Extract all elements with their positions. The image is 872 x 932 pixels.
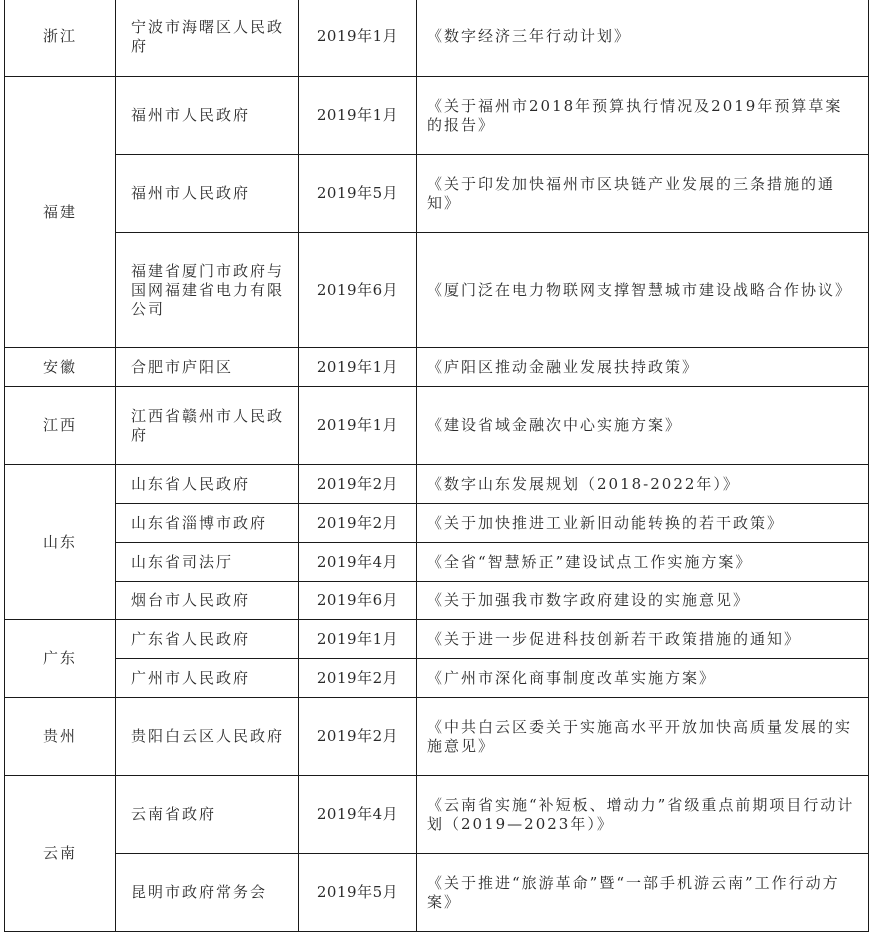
table-row xyxy=(5,387,869,465)
document-title-cell: 《关于推进“旅游革命”暨“一部手机游云南”工作行动方案》 xyxy=(417,854,869,932)
document-title-cell: 《广州市深化商事制度改革实施方案》 xyxy=(417,659,869,698)
table-row xyxy=(5,0,869,77)
agency-cell: 广州市人民政府 xyxy=(116,659,299,698)
document-title-cell: 《建设省域金融次中心实施方案》 xyxy=(417,387,869,465)
document-title-cell: 《庐阳区推动金融业发展扶持政策》 xyxy=(417,348,869,387)
document-title-cell: 《关于福州市2018年预算执行情况及2019年预算草案的报告》 xyxy=(417,77,869,155)
agency-cell: 合肥市庐阳区 xyxy=(116,348,299,387)
province-cell: 山东 xyxy=(5,465,116,620)
table-row xyxy=(5,504,869,543)
date-cell: 2019年1月 xyxy=(299,620,417,659)
date-cell: 2019年4月 xyxy=(299,776,417,854)
table-row xyxy=(5,854,869,932)
document-title-cell: 《厦门泛在电力物联网支撑智慧城市建设战略合作协议》 xyxy=(417,233,869,348)
agency-cell: 山东省淄博市政府 xyxy=(116,504,299,543)
agency-cell: 云南省政府 xyxy=(116,776,299,854)
agency-cell: 山东省司法厅 xyxy=(116,543,299,582)
document-title-cell: 《数字经济三年行动计划》 xyxy=(417,0,869,77)
table-row xyxy=(5,620,869,659)
agency-cell: 贵阳白云区人民政府 xyxy=(116,698,299,776)
date-cell: 2019年2月 xyxy=(299,465,417,504)
table-row xyxy=(5,155,869,233)
agency-cell: 江西省赣州市人民政府 xyxy=(116,387,299,465)
agency-cell: 宁波市海曙区人民政府 xyxy=(116,0,299,77)
province-cell: 浙江 xyxy=(5,0,116,77)
agency-cell: 昆明市政府常务会 xyxy=(116,854,299,932)
date-cell: 2019年2月 xyxy=(299,698,417,776)
document-title-cell: 《数字山东发展规划（2018-2022年）》 xyxy=(417,465,869,504)
date-cell: 2019年1月 xyxy=(299,77,417,155)
province-cell: 福建 xyxy=(5,77,116,348)
document-title-cell: 《全省“智慧矫正”建设试点工作实施方案》 xyxy=(417,543,869,582)
table-row xyxy=(5,659,869,698)
date-cell: 2019年4月 xyxy=(299,543,417,582)
table-row xyxy=(5,233,869,348)
document-title-cell: 《云南省实施“补短板、增动力”省级重点前期项目行动计划（2019—2023年）》 xyxy=(417,776,869,854)
agency-cell: 福州市人民政府 xyxy=(116,77,299,155)
document-title-cell: 《中共白云区委关于实施高水平开放加快高质量发展的实施意见》 xyxy=(417,698,869,776)
agency-cell: 山东省人民政府 xyxy=(116,465,299,504)
table-row xyxy=(5,77,869,155)
province-cell: 安徽 xyxy=(5,348,116,387)
date-cell: 2019年2月 xyxy=(299,659,417,698)
province-cell: 云南 xyxy=(5,776,116,932)
date-cell: 2019年6月 xyxy=(299,233,417,348)
date-cell: 2019年6月 xyxy=(299,582,417,620)
date-cell: 2019年1月 xyxy=(299,348,417,387)
document-title-cell: 《关于加强我市数字政府建设的实施意见》 xyxy=(417,582,869,620)
table-row xyxy=(5,543,869,582)
document-title-cell: 《关于加快推进工业新旧动能转换的若干政策》 xyxy=(417,504,869,543)
table-row xyxy=(5,348,869,387)
table-row xyxy=(5,465,869,504)
province-cell: 江西 xyxy=(5,387,116,465)
agency-cell: 福州市人民政府 xyxy=(116,155,299,233)
agency-cell: 烟台市人民政府 xyxy=(116,582,299,620)
agency-cell: 广东省人民政府 xyxy=(116,620,299,659)
policy-table-body xyxy=(5,0,869,932)
date-cell: 2019年2月 xyxy=(299,504,417,543)
policy-table xyxy=(4,0,869,932)
province-cell: 贵州 xyxy=(5,698,116,776)
province-cell: 广东 xyxy=(5,620,116,698)
agency-cell: 福建省厦门市政府与国网福建省电力有限公司 xyxy=(116,233,299,348)
table-row xyxy=(5,582,869,620)
date-cell: 2019年1月 xyxy=(299,0,417,77)
document-title-cell: 《关于进一步促进科技创新若干政策措施的通知》 xyxy=(417,620,869,659)
date-cell: 2019年5月 xyxy=(299,155,417,233)
table-row xyxy=(5,776,869,854)
table-row xyxy=(5,698,869,776)
document-title-cell: 《关于印发加快福州市区块链产业发展的三条措施的通知》 xyxy=(417,155,869,233)
date-cell: 2019年5月 xyxy=(299,854,417,932)
date-cell: 2019年1月 xyxy=(299,387,417,465)
